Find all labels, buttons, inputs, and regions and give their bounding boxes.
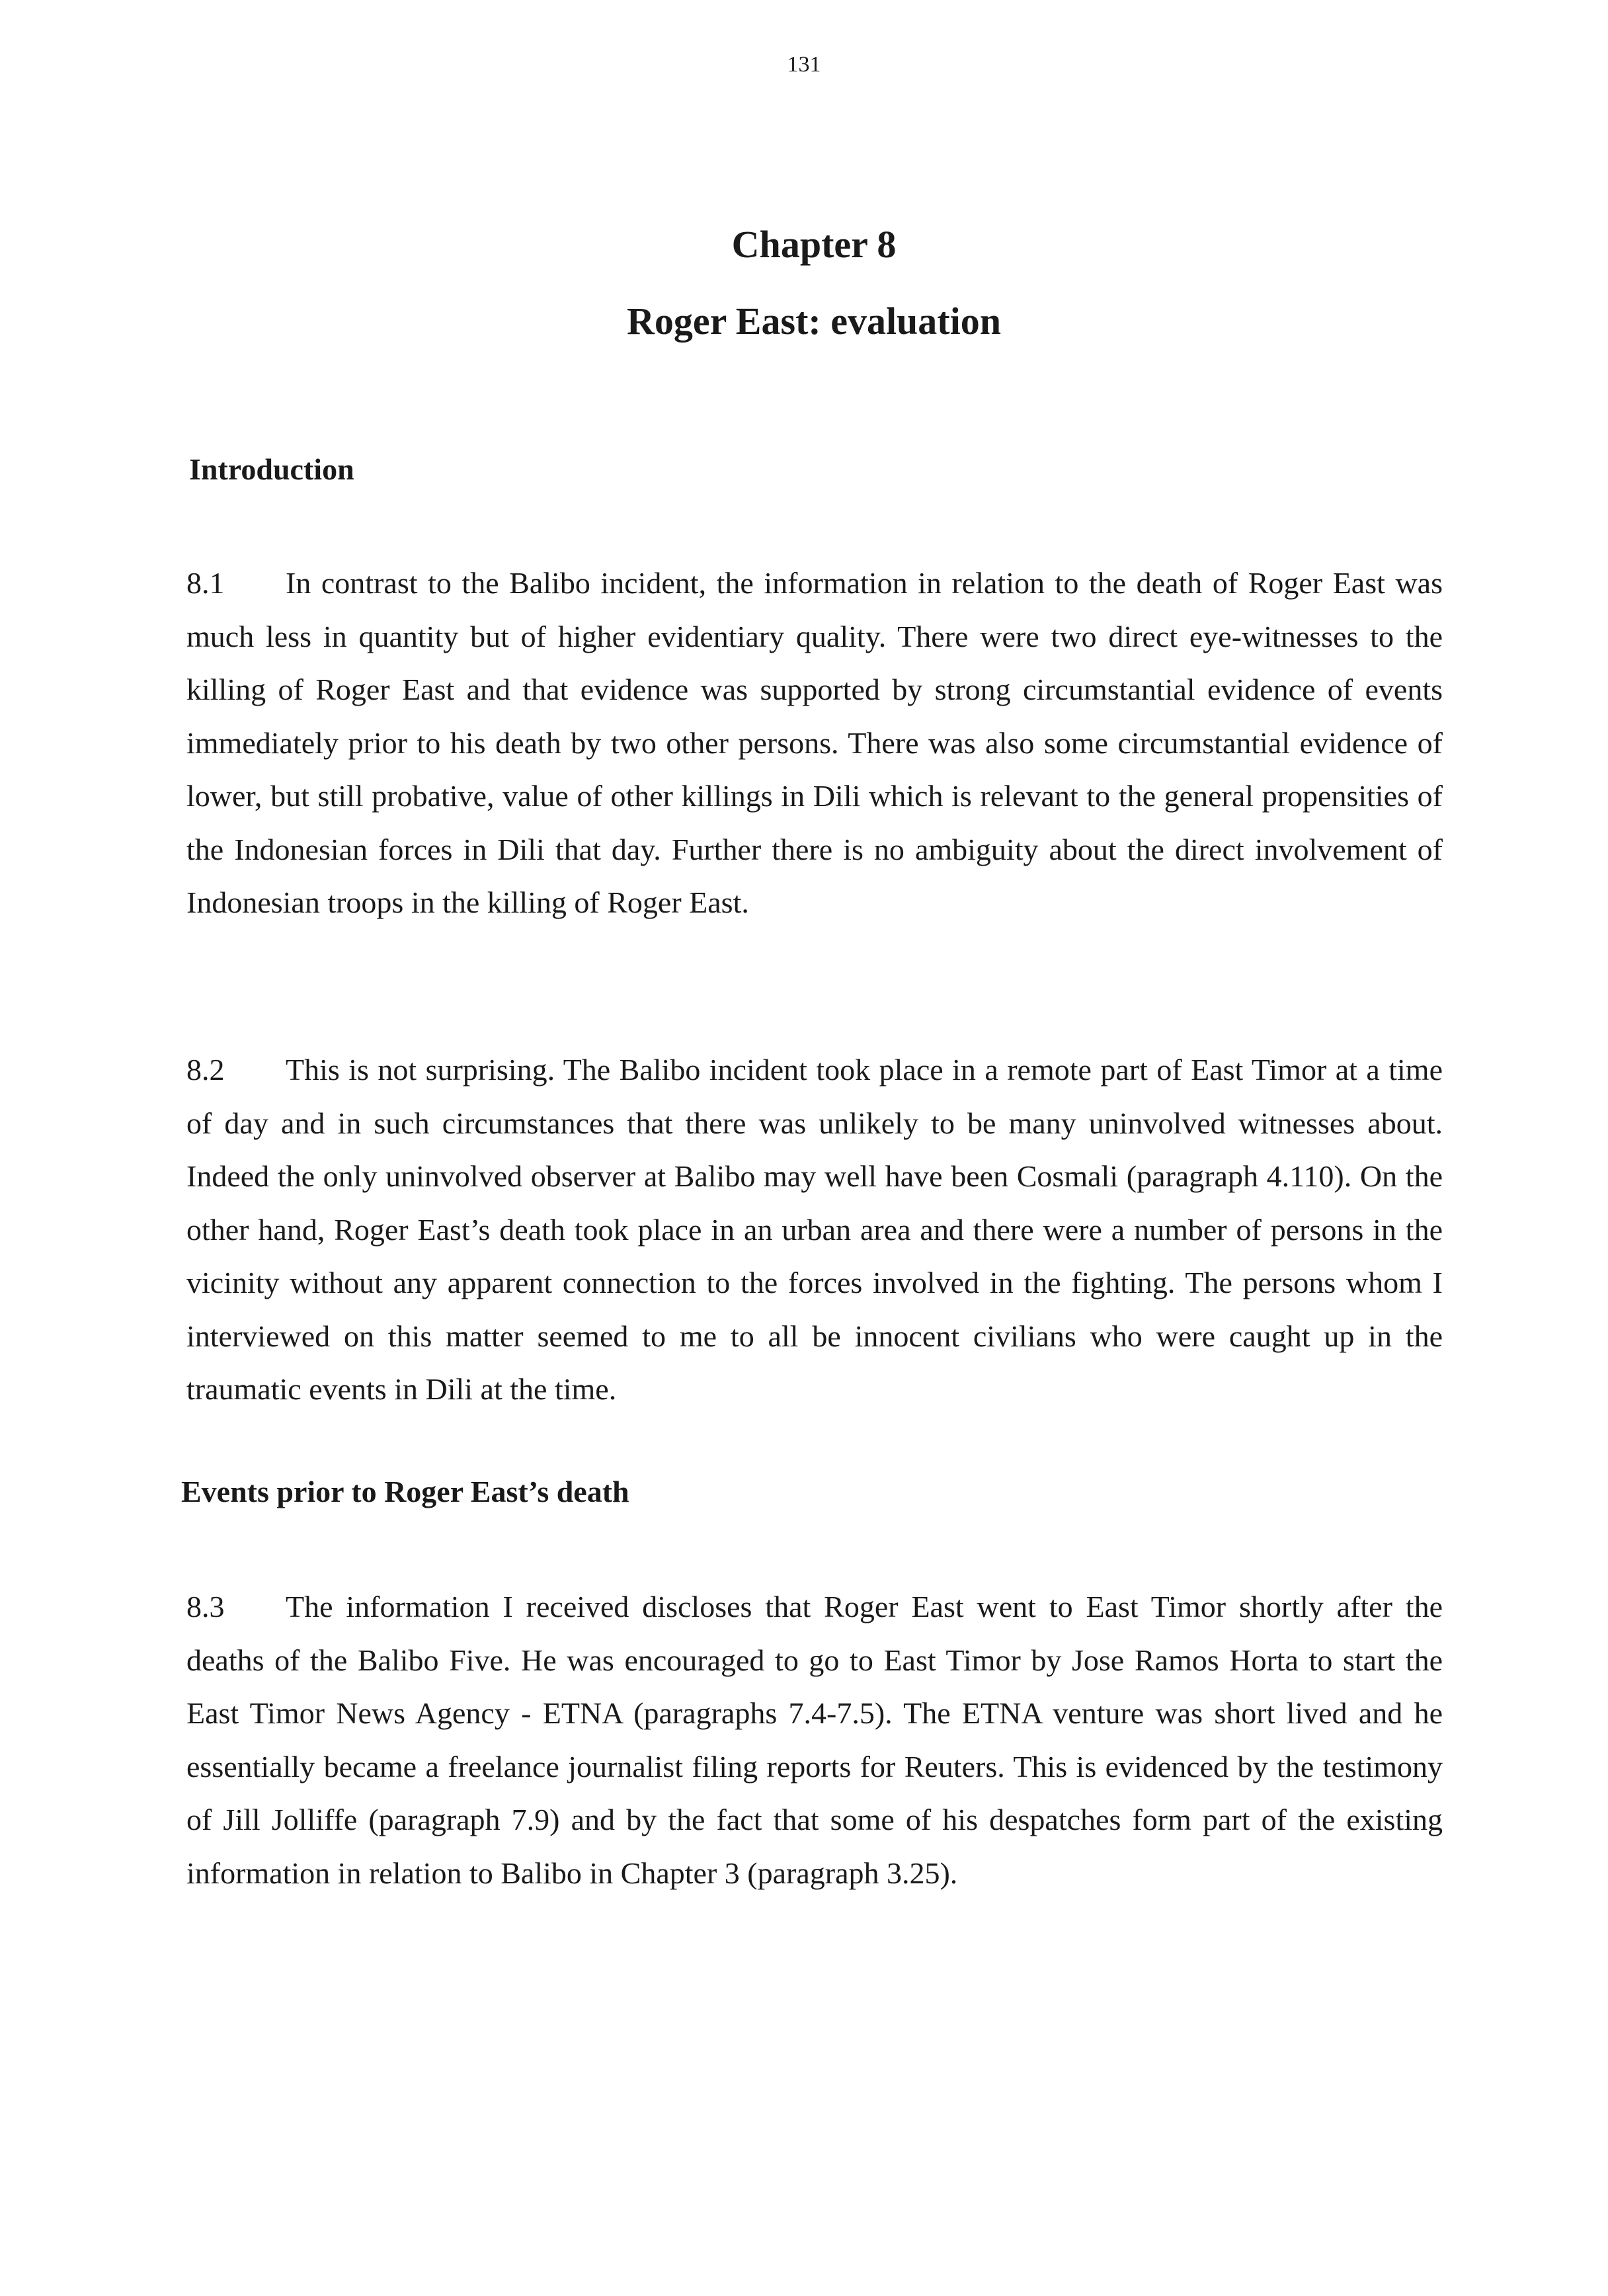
chapter-title: Roger East: evaluation xyxy=(626,300,1001,343)
paragraph-number: 8.2 xyxy=(186,1053,225,1086)
paragraph-number: 8.3 xyxy=(186,1590,225,1623)
page-number: 131 xyxy=(787,52,821,77)
paragraph-8-3 xyxy=(186,1580,1443,1900)
paragraph-text: This is not surprising. The Balibo incident took place in a remote part of East Timor at a time of day and in such circumstances that there was unlikely to be many uninvolved witnesses about. Indeed the only uninvolved observer at Balibo may well have been Cosmali (paragraph 4.110). On the other hand, Roger East’s death took place in an urban area and there were a number of persons in the vicinity without any apparent connection to the forces involved in the fighting. The persons whom I interviewed on this matter seemed to me to all be innocent civilians who were caught up in the traumatic events in Dili at the time. xyxy=(186,1053,1443,1406)
paragraph-text: In contrast to the Balibo incident, the information in relation to the death of Roger East was much less in quantity but of higher evidentiary quality. There were two direct eye-witnesses to the killing of Roger East and that evidence was supported by strong circumstantial evidence of events immediately prior to his death by two other persons. There was also some circumstantial evidence of lower, but still probative, value of other killings in Dili which is relevant to the general propensities of the Indonesian forces in Dili that day. Further there is no ambiguity about the direct involvement of Indonesian troops in the killing of Roger East. xyxy=(186,566,1443,919)
paragraph-8-2 xyxy=(186,1044,1443,1416)
paragraph-number: 8.1 xyxy=(186,566,225,600)
paragraph-text: The information I received discloses that Roger East went to East Timor shortly after the deaths of the Balibo Five. He was encouraged to go to East Timor by Jose Ramos Horta to start the East Timor News Agency - ETNA (paragraphs 7.4-7.5). The ETNA venture was short lived and he essentially became a freelance journalist filing reports for Reuters. This is evidenced by the testimony of Jill Jolliffe (paragraph 7.9) and by the fact that some of his despatches form part of the existing information in relation to Balibo in Chapter 3 (paragraph 3.25). xyxy=(186,1590,1443,1890)
section-heading-introduction: Introduction xyxy=(189,452,354,486)
chapter-number: Chapter 8 xyxy=(731,223,897,266)
paragraph-8-1 xyxy=(186,557,1443,930)
section-heading-events-prior: Events prior to Roger East’s death xyxy=(181,1475,629,1508)
